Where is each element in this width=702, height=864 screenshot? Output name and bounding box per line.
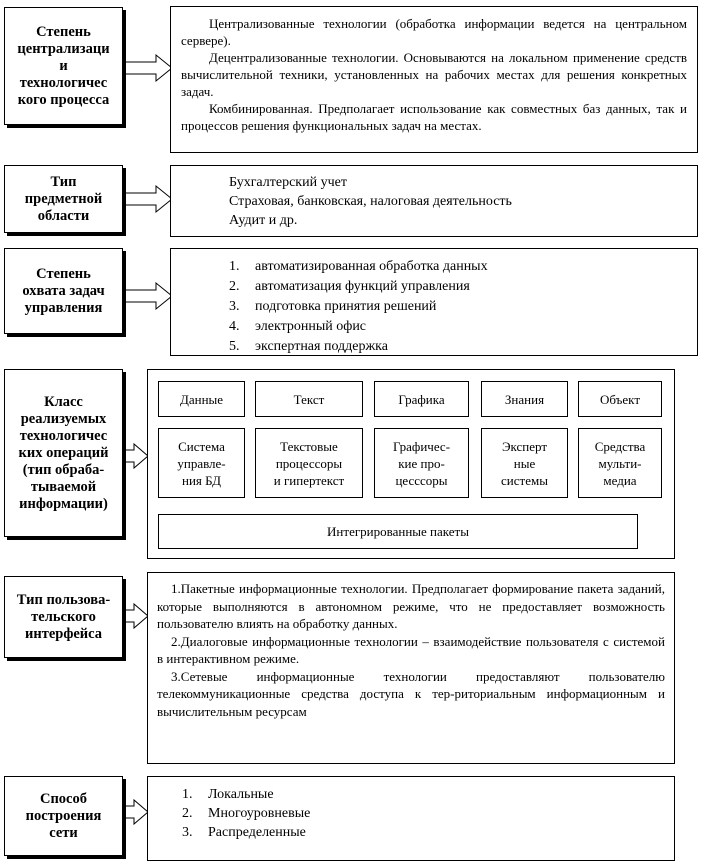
section-5-paragraph: 2.Диалоговые информационные технологии – взаимодействие пользователя с системой в интерактивном режиме. — [157, 633, 665, 666]
class-top-graphics: Графика — [374, 381, 469, 417]
class-bottom-multimedia: Средства мульти- медиа — [578, 428, 662, 498]
class-bottom-expert-systems: Эксперт ные системы — [481, 428, 568, 498]
section-5-paragraph: 3.Сетевые информационные технологии предоставляют пользователю телекоммуникационные средства доступа к тер-риториальным информационным и вычислительным ресурсам — [157, 668, 665, 719]
class-top-object: Объект — [578, 381, 662, 417]
class-bottom-dbms: Система управле- ния БД — [158, 428, 245, 498]
class-bottom-graphics-processors: Графичес- кие про- цесссоры — [374, 428, 469, 498]
arrow-3 — [124, 283, 172, 309]
section-6-box — [147, 776, 675, 861]
section-4-label: Класс реализуемых технологичес ких операций (тип обраба- тываемой информации) — [4, 369, 123, 537]
arrow-2 — [124, 186, 172, 212]
list-item: 4. электронный офис — [229, 319, 367, 334]
section-3-label: Степень охвата задач управления — [4, 248, 123, 334]
section-6-label: Способ построения сети — [4, 776, 123, 856]
class-top-knowledge: Знания — [481, 381, 568, 417]
list-item: 2. автоматизация функций управления — [229, 279, 470, 294]
list-item: 3. Распределенные — [182, 825, 306, 840]
section-5-box — [147, 572, 675, 764]
section-2-line: Аудит и др. — [229, 213, 298, 228]
section-2-line: Страховая, банковская, налоговая деятельность — [229, 194, 512, 209]
section-1-box — [170, 6, 698, 153]
section-2-line: Бухгалтерский учет — [229, 175, 347, 190]
list-item: 1. автоматизированная обработка данных — [229, 259, 488, 274]
section-1-paragraph: Централизованные технологии (обработка информации ведется на центральном сервере). — [181, 16, 687, 48]
section-1-paragraph: Комбинированная. Предполагает использование как совместных баз данных, так и процессов решения функциональных задач на местах. — [181, 101, 687, 133]
class-top-data: Данные — [158, 381, 245, 417]
list-item: 3. подготовка принятия решений — [229, 299, 437, 314]
list-item: 5. экспертная поддержка — [229, 339, 388, 354]
section-3-box — [170, 248, 698, 356]
section-1-paragraph: Децентрализованные технологии. Основываются на локальном применение средств вычислительной техники, установленных на рабочих местах для решения конкретных задач. — [181, 50, 687, 99]
list-item: 1. Локальные — [182, 787, 274, 802]
integrated-packages: Интегрированные пакеты — [158, 514, 638, 549]
section-5-paragraph: 1.Пакетные информационные технологии. Предполагает формирование пакета заданий, которые выполняются в автономном режиме, что не предоставляет возможность пользователю влиять на обработку данных. — [157, 581, 665, 631]
section-5-label: Тип пользова- тельского интерфейса — [4, 576, 123, 658]
section-2-box — [170, 165, 698, 237]
class-bottom-word-processors: Текстовые процессоры и гипертекст — [255, 428, 363, 498]
section-1-label: Степень централизаци и технологичес кого процесса — [4, 7, 123, 125]
section-2-label: Тип предметной области — [4, 165, 123, 233]
class-top-text: Текст — [255, 381, 363, 417]
arrow-6 — [124, 800, 148, 824]
list-item: 2. Многоуровневые — [182, 806, 311, 821]
arrow-5 — [124, 604, 148, 628]
arrow-1 — [124, 55, 172, 81]
arrow-4 — [124, 444, 148, 468]
